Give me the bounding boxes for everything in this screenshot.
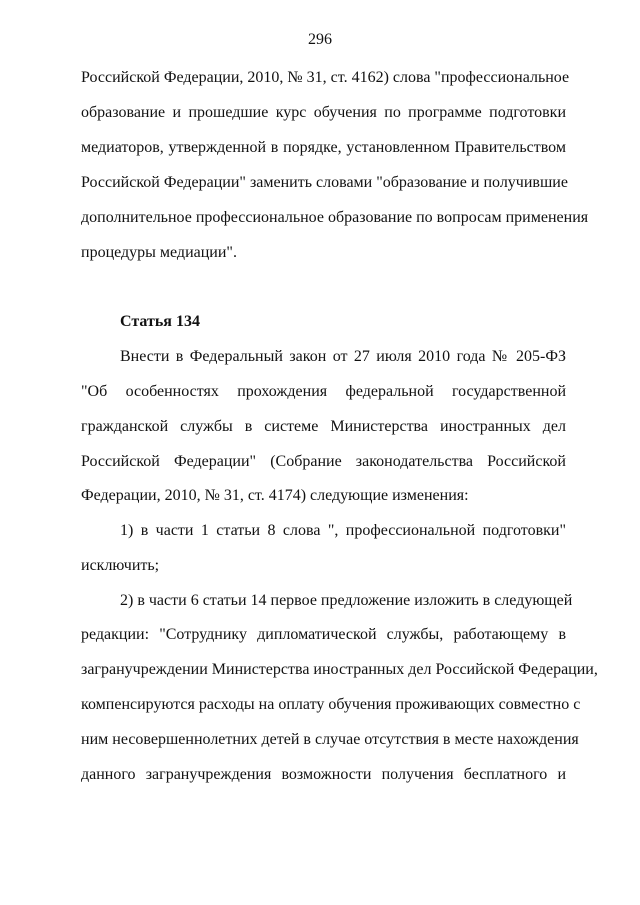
text-line: исключить;	[81, 557, 160, 574]
text-line: загранучреждении Министерства иностранных дел Российской Федерации,	[81, 661, 598, 678]
text-line: процедуры медиации".	[81, 244, 237, 261]
text-line: 1) в части 1 статьи 8 слова ", профессиональной подготовки"	[120, 522, 566, 539]
text-line: дополнительное профессиональное образование по вопросам применения	[81, 209, 589, 226]
text-line: гражданской службы в системе Министерства иностранных дел	[81, 418, 566, 435]
text-line: медиаторов, утвержденной в порядке, установленном Правительством	[81, 139, 566, 156]
text-line: редакции: "Сотруднику дипломатической службы, работающему в	[81, 626, 566, 643]
text-line: 2) в части 6 статьи 14 первое предложение изложить в следующей	[120, 592, 573, 609]
article-heading: Статья 134	[120, 313, 200, 330]
text-line: Внести в Федеральный закон от 27 июля 2010 года № 205-ФЗ	[120, 348, 566, 365]
text-line: Российской Федерации, 2010, № 31, ст. 4162) слова "профессиональное	[81, 69, 570, 86]
text-line: компенсируются расходы на оплату обучения проживающих совместно с	[81, 696, 581, 713]
text-line: Федерации, 2010, № 31, ст. 4174) следующие изменения:	[81, 487, 469, 504]
text-line: Российской Федерации" (Собрание законодательства Российской	[81, 453, 566, 470]
text-line: Российской Федерации" заменить словами "образование и получившие	[81, 174, 568, 191]
text-line: "Об особенностях прохождения федеральной государственной	[81, 383, 566, 400]
text-line: образование и прошедшие курс обучения по программе подготовки	[81, 104, 566, 121]
text-line: данного загранучреждения возможности получения бесплатного и	[81, 766, 566, 783]
text-line: ним несовершеннолетних детей в случае отсутствия в месте нахождения	[81, 731, 579, 748]
page-number: 296	[308, 31, 332, 48]
